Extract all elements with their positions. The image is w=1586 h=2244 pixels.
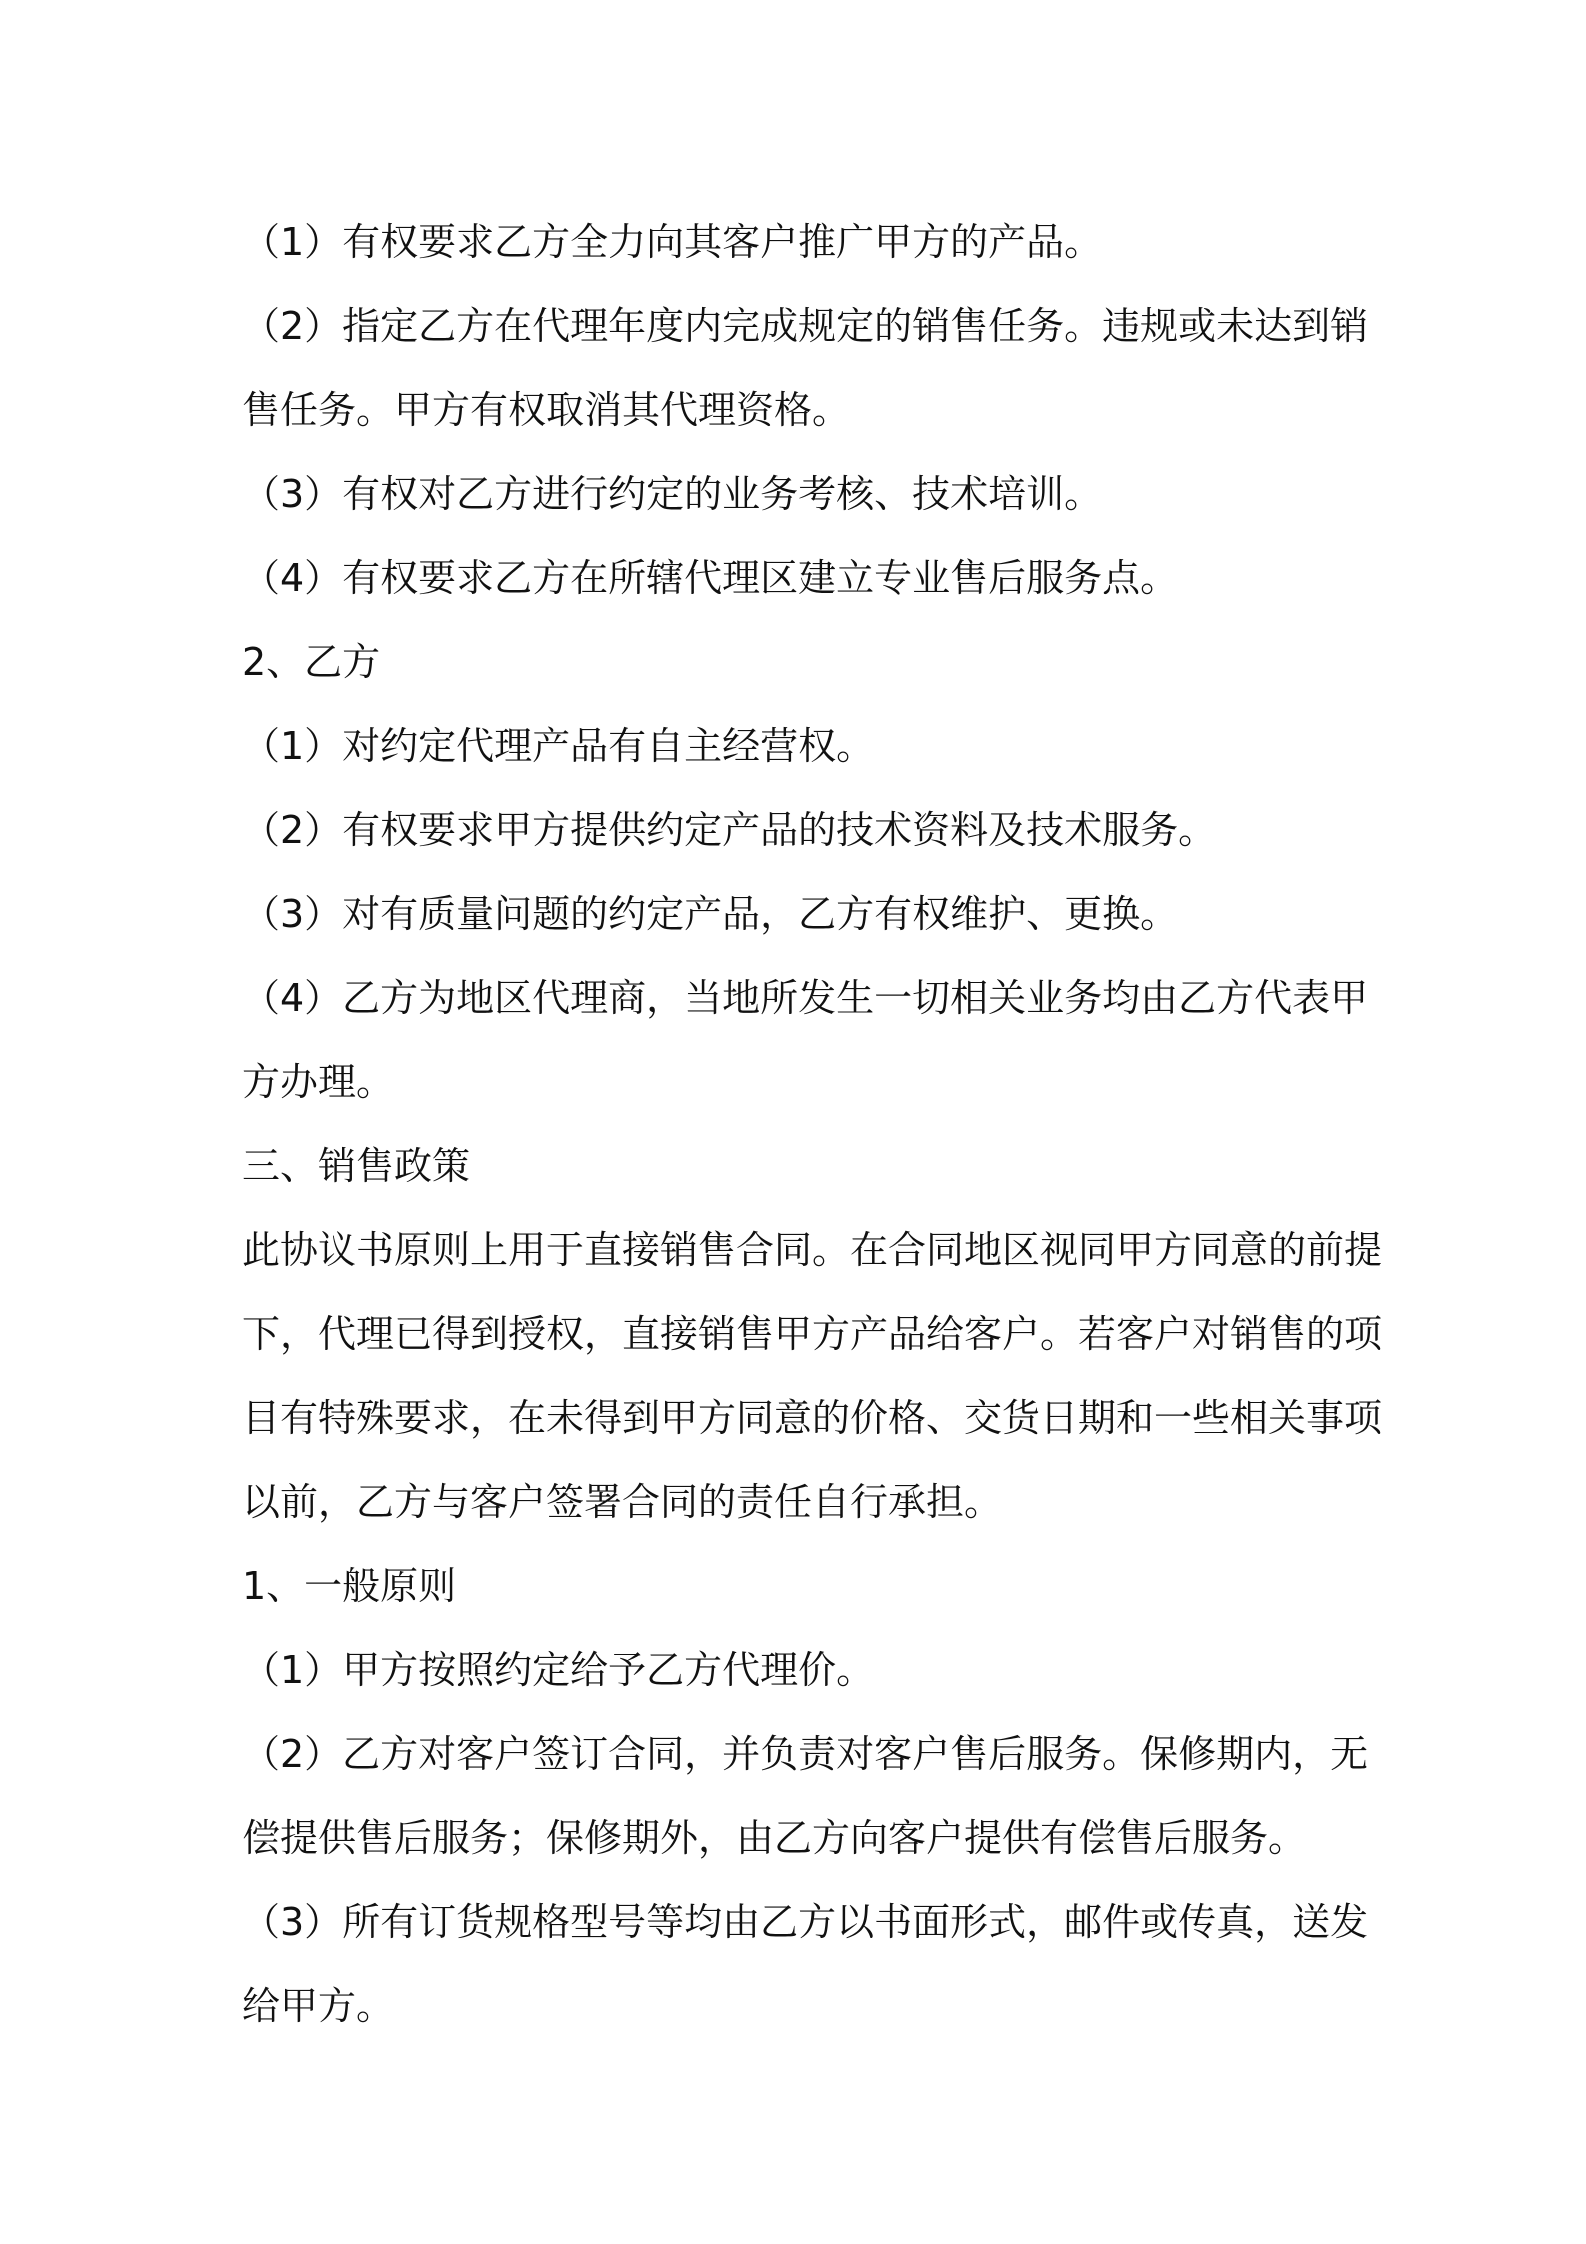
section-heading: 1、一般原则 [242, 1564, 457, 1608]
text-line: （2）指定乙方在代理年度内完成规定的销售任务。违规或未达到销 [242, 304, 1369, 348]
text-line: （4）乙方为地区代理商，当地所发生一切相关业务均由乙方代表甲 [242, 976, 1369, 1020]
document-page [242, 200, 1383, 2048]
text-line: 方办理。 [242, 1060, 395, 1104]
text-line: 偿提供售后服务；保修期外，由乙方向客户提供有偿售后服务。 [242, 1816, 1307, 1860]
text-line: 给甲方。 [242, 1984, 395, 2028]
text-line: 目有特殊要求，在未得到甲方同意的价格、交货日期和一些相关事项 [242, 1396, 1383, 1440]
text-line: （4）有权要求乙方在所辖代理区建立专业售后服务点。 [242, 556, 1179, 600]
text-line: （1）有权要求乙方全力向其客户推广甲方的产品。 [242, 220, 1103, 264]
text-line: （1）甲方按照约定给予乙方代理价。 [242, 1648, 875, 1692]
text-line: （1）对约定代理产品有自主经营权。 [242, 724, 875, 768]
text-line: 以前，乙方与客户签署合同的责任自行承担。 [242, 1480, 1003, 1524]
text-line: （3）有权对乙方进行约定的业务考核、技术培训。 [242, 472, 1103, 516]
section-heading: 三、销售政策 [242, 1144, 471, 1188]
text-line: 此协议书原则上用于直接销售合同。在合同地区视同甲方同意的前提 [242, 1228, 1383, 1272]
text-line: （2）有权要求甲方提供约定产品的技术资料及技术服务。 [242, 808, 1217, 852]
text-line: 售任务。甲方有权取消其代理资格。 [242, 388, 851, 432]
text-line: （2）乙方对客户签订合同，并负责对客户售后服务。保修期内，无 [242, 1732, 1369, 1776]
text-line: （3）对有质量问题的约定产品，乙方有权维护、更换。 [242, 892, 1179, 936]
text-line: （3）所有订货规格型号等均由乙方以书面形式，邮件或传真，送发 [242, 1900, 1369, 1944]
text-line: 下，代理已得到授权，直接销售甲方产品给客户。若客户对销售的项 [242, 1312, 1383, 1356]
section-heading: 2、乙方 [242, 640, 381, 684]
